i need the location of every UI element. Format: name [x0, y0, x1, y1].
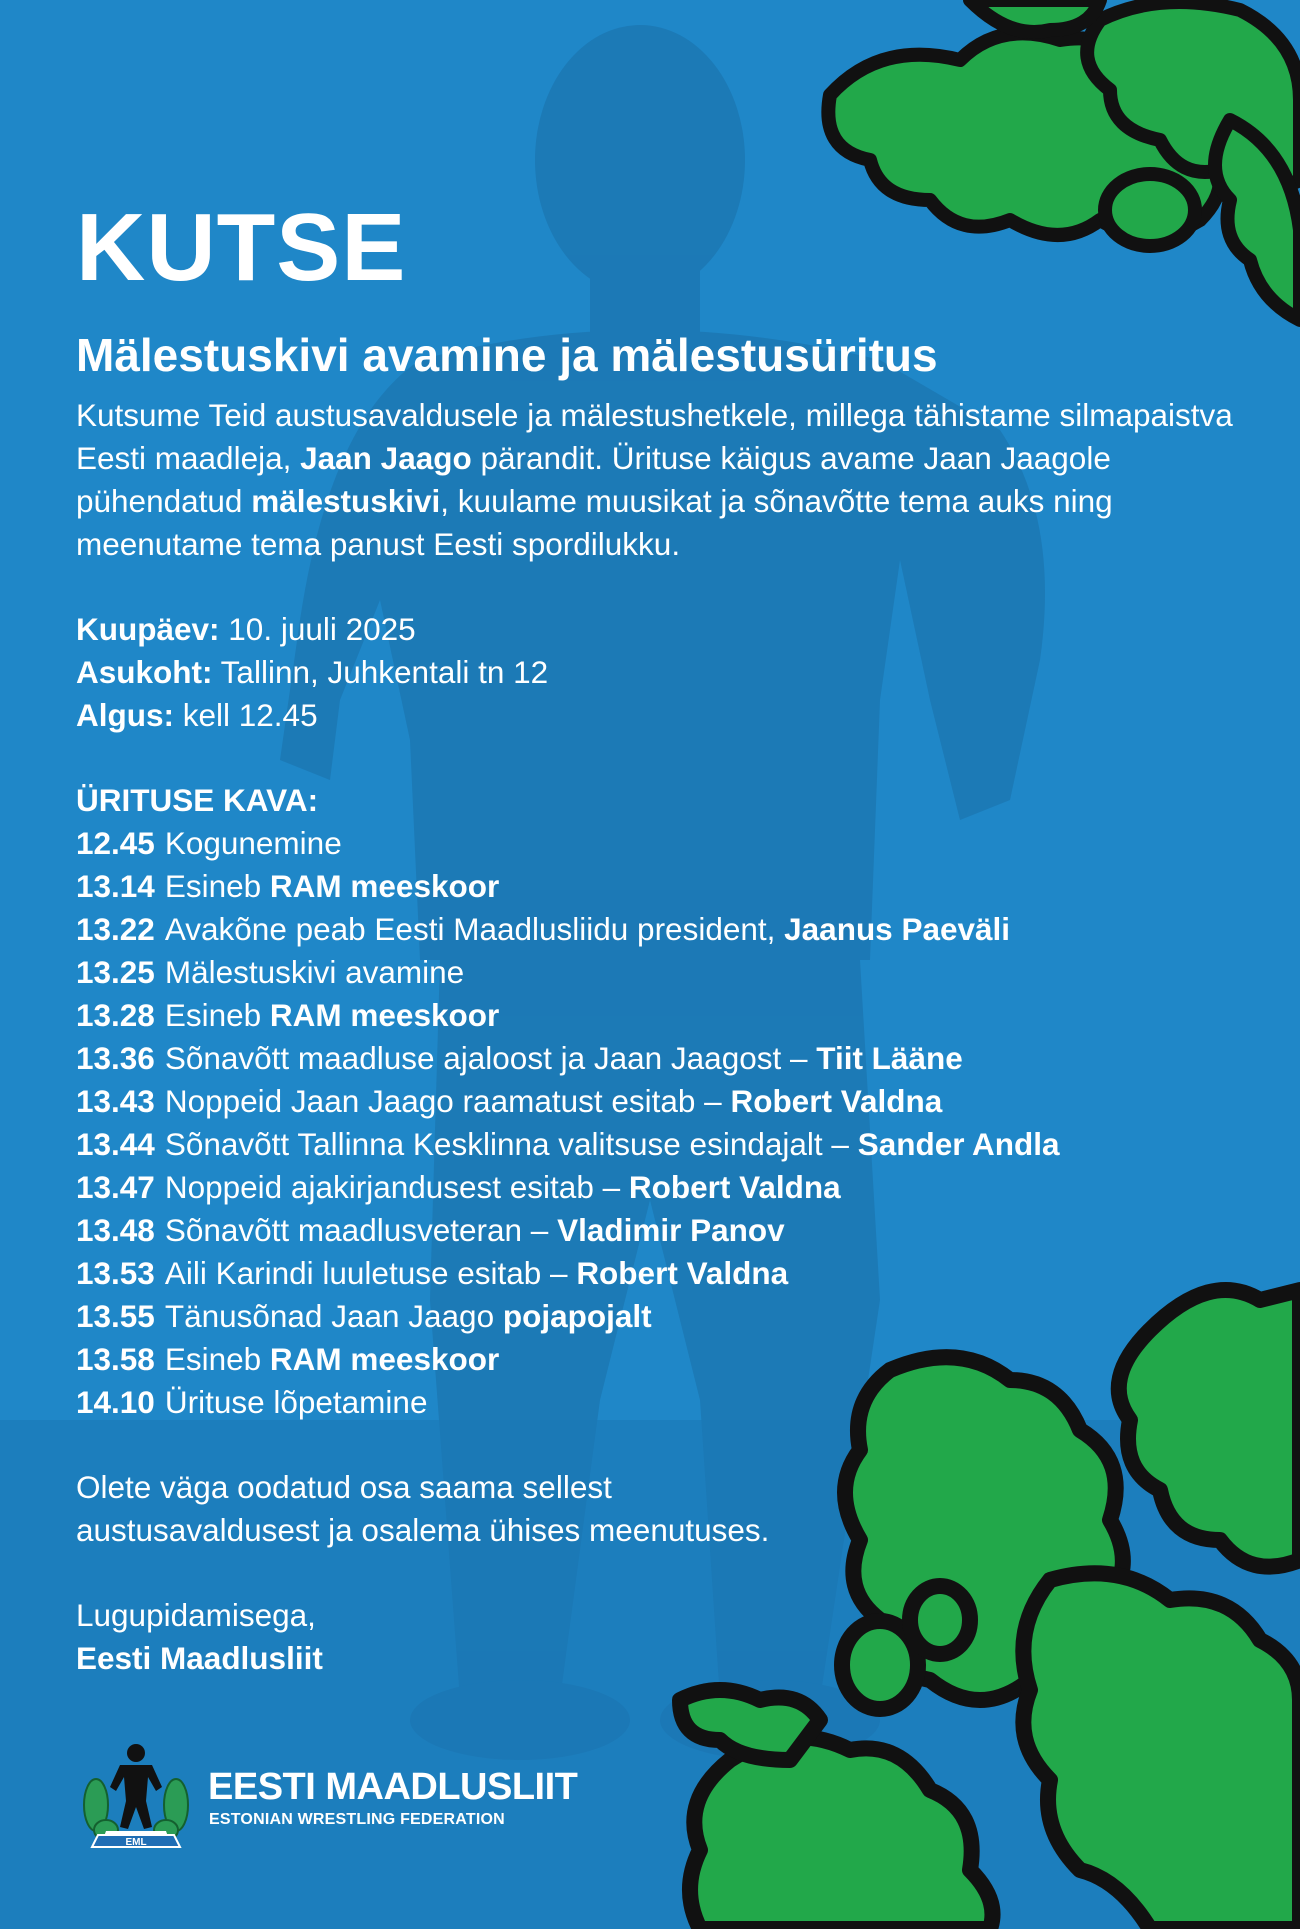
intro-text-2: pärandit. Ürituse käigus avame Jaan Jaagole pühendatud	[76, 440, 1111, 519]
program-item	[76, 994, 1276, 1037]
program-text: Noppeid ajakirjandusest esitab –	[164, 1169, 629, 1205]
program-time: 13.58	[76, 1341, 155, 1377]
intro-honoree: Jaan Jaago	[300, 440, 472, 476]
place-label: Asukoht:	[76, 654, 213, 690]
program-item	[76, 1295, 1276, 1338]
logo-badge: EML	[125, 1837, 147, 1848]
page-title: KUTSE	[76, 194, 407, 301]
program-item	[76, 822, 1276, 865]
program-performer: RAM meeskoor	[269, 868, 500, 904]
program-item	[76, 1037, 1276, 1080]
program-time: 13.43	[76, 1083, 155, 1119]
date-value: 10. juuli 2025	[219, 611, 416, 647]
program-text: Tänusõnad Jaan Jaago	[164, 1298, 503, 1334]
program-time: 13.22	[76, 911, 155, 947]
program-item	[76, 1381, 1276, 1424]
start-label: Algus:	[76, 697, 174, 733]
program-time: 13.25	[76, 954, 155, 990]
program-item	[76, 1209, 1276, 1252]
place-value: Tallinn, Juhkentali tn 12	[212, 654, 549, 690]
program-text: Sõnavõtt maadlusveteran –	[164, 1212, 558, 1248]
program-performer: Robert Valdna	[730, 1083, 943, 1119]
program-text: Esineb	[164, 1341, 270, 1377]
program-time: 13.28	[76, 997, 155, 1033]
program-text: Sõnavõtt Tallinna Kesklinna valitsuse esindajalt –	[164, 1126, 858, 1162]
closing-line-2: austusavaldusest ja osalema ühises meenutuses.	[76, 1512, 770, 1548]
program-list	[76, 822, 1276, 1424]
info-place	[76, 651, 1276, 694]
program-performer: Sander Andla	[857, 1126, 1060, 1162]
program-item	[76, 951, 1276, 994]
closing-line-1: Olete väga oodatud osa saama sellest	[76, 1469, 612, 1505]
program-text: Esineb	[164, 868, 270, 904]
program-time: 13.44	[76, 1126, 155, 1162]
program-text: Esineb	[164, 997, 270, 1033]
signature-org: Eesti Maadlusliit	[76, 1640, 323, 1676]
program-time: 14.10	[76, 1384, 155, 1420]
signature-regards: Lugupidamisega,	[76, 1597, 316, 1633]
date-label: Kuupäev:	[76, 611, 220, 647]
program-item	[76, 908, 1276, 951]
program-performer: Tiit Lääne	[816, 1040, 963, 1076]
wrestler-emblem-icon	[76, 1735, 196, 1855]
program-performer: RAM meeskoor	[269, 997, 500, 1033]
event-subtitle: Mälestuskivi avamine ja mälestusüritus	[76, 329, 938, 381]
program-text: Sõnavõtt maadluse ajaloost ja Jaan Jaagost –	[164, 1040, 817, 1076]
program-text: Mälestuskivi avamine	[164, 954, 465, 990]
program-item	[76, 1338, 1276, 1381]
start-value: kell 12.45	[174, 697, 318, 733]
program-performer: Robert Valdna	[576, 1255, 789, 1291]
program-text: Kogunemine	[164, 825, 342, 861]
program-time: 13.36	[76, 1040, 155, 1076]
program-item	[76, 1123, 1276, 1166]
program-heading: ÜRITUSE KAVA:	[76, 782, 319, 818]
program-time: 13.47	[76, 1169, 155, 1205]
intro-stone: mälestuskivi	[251, 483, 441, 519]
program-performer: RAM meeskoor	[269, 1341, 500, 1377]
intro-text-3: , kuulame muusikat ja sõnavõtte tema auks ning meenutame tema panust Eesti spordilukku.	[76, 483, 1113, 562]
signature	[76, 1594, 1276, 1680]
program-performer: pojapojalt	[502, 1298, 652, 1334]
intro-text-1: Kutsume Teid austusavaldusele ja mälestushetkele, millega tähistame silmapaistva Eesti maadleja,	[76, 397, 1233, 476]
closing-text	[76, 1466, 1276, 1552]
program-item	[76, 865, 1276, 908]
program-item	[76, 1166, 1276, 1209]
program-performer: Vladimir Panov	[557, 1212, 785, 1248]
invitation-content	[76, 194, 1276, 1680]
federation-logo	[76, 1735, 596, 1855]
program-text: Aili Karindi luuletuse esitab –	[164, 1255, 577, 1291]
program-time: 13.48	[76, 1212, 155, 1248]
program-time: 13.14	[76, 868, 155, 904]
program-text: Avakõne peab Eesti Maadlusliidu president,	[164, 911, 785, 947]
program-time: 13.53	[76, 1255, 155, 1291]
intro-paragraph	[76, 394, 1256, 566]
program-time: 13.55	[76, 1298, 155, 1334]
info-date	[76, 608, 1276, 651]
logo-name: EESTI MAADLUSLIIT	[208, 1766, 578, 1808]
program-item	[76, 1252, 1276, 1295]
info-start	[76, 694, 1276, 737]
program-time: 12.45	[76, 825, 155, 861]
event-info	[76, 608, 1276, 737]
logo-subtitle: ESTONIAN WRESTLING FEDERATION	[209, 1811, 505, 1828]
program-performer: Robert Valdna	[628, 1169, 841, 1205]
program-text: Ürituse lõpetamine	[164, 1384, 428, 1420]
program-text: Noppeid Jaan Jaago raamatust esitab –	[164, 1083, 731, 1119]
program-item	[76, 1080, 1276, 1123]
program-performer: Jaanus Paeväli	[784, 911, 1011, 947]
